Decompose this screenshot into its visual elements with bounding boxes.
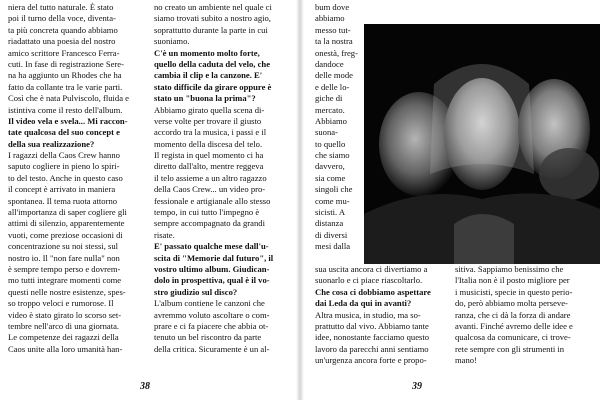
text-line: saputo cogliere in pieno lo spiri- (8, 161, 120, 172)
text-line: idee, nonostante facciamo questo (315, 332, 430, 343)
text-line: verse volte per trovare il giusto (154, 115, 262, 126)
text-line: tembre nell'arco di una giornata. (8, 320, 120, 331)
text-line: Il video vela e svela... Mi raccon- (8, 115, 128, 126)
text-line: concentrazione su noi stessi, sul (8, 241, 119, 252)
text-line: so troppo veloci e rumorose. Il (8, 298, 114, 309)
band-photo (364, 24, 600, 264)
text-line: stro giudizio sul disco? (154, 286, 238, 297)
text-line: no creato un ambiente nel quale ci (154, 2, 272, 12)
text-line: l'Italia non è il posto migliore per (455, 275, 570, 286)
text-line: stato un "buona la prima"? (154, 93, 256, 104)
text-line: prattutto dal vivo. Abbiamo tante (315, 320, 429, 331)
text-line: scita di "Memorie dal futuro", il (154, 252, 274, 263)
text-line: mesi dalla (315, 241, 351, 252)
text-line: poi il turno della voce, diventa- (8, 13, 116, 24)
text-line: quello della caduta del velo, che (154, 58, 271, 69)
text-line: fessionale e artigianale allo stesso (154, 195, 271, 206)
text-line: i musicisti, specie in questo perio- (455, 286, 573, 297)
text-line: Abbiamo (315, 115, 347, 126)
text-line: amico scrittore Francesco Ferra- (8, 47, 120, 58)
text-line: il concept è arrivato in maniera (8, 184, 116, 195)
text-line: e delle lo- (315, 81, 350, 92)
text-line: abbiamo (315, 13, 345, 24)
text-line: na ha aggiunto un Rhodes che ha (8, 70, 122, 81)
text-line: sia come (315, 172, 346, 183)
text-line: avremmo voluto ascoltare o com- (154, 309, 270, 320)
text-line: do, però abbiamo molta perseve- (455, 298, 568, 309)
text-line: dandoce (315, 58, 344, 69)
text-line: sicisti. A (315, 207, 346, 218)
text-line: risate. (154, 229, 175, 240)
text-line: mercato. (315, 104, 345, 115)
text-line: tate qualcosa del suo concept e (8, 127, 120, 138)
left-page-column-1 (8, 2, 148, 355)
text-line: Il regista in quel momento ci ha (154, 150, 264, 161)
text-line: Altra musica, in studio, ma so- (315, 309, 421, 320)
text-line: della critica. Sicuramente è un al- (154, 343, 270, 354)
text-line: cuti. In fase di registrazione Sere- (8, 58, 124, 69)
left-page-number: 38 (140, 381, 150, 392)
text-line: vostro ultimo album. Giudican- (154, 263, 270, 274)
text-line: questi nelle nostre esistenze, spes- (8, 286, 126, 297)
text-line: singoli che (315, 184, 353, 195)
text-line: suonarlo e ci piace riascoltarlo. (315, 275, 423, 286)
text-line: dolo in prospettiva, qual è il vo- (154, 275, 270, 286)
right-page-column-narrow (315, 2, 363, 253)
text-line: lavoro da parecchi anni sentiamo (315, 343, 429, 354)
text-line: ranza, che ci dà la forza di andare (455, 309, 571, 320)
text-line: Caos unite alla loro umanità han- (8, 343, 123, 354)
text-line: il telo assieme a un altro ragazzo (154, 172, 267, 183)
text-line: giche di (315, 93, 343, 104)
text-line: messo tut- (315, 24, 351, 35)
text-line: fatto da collante tra le varie parti. (8, 81, 123, 92)
text-line: C'è un momento molto forte, (154, 47, 260, 58)
text-line: onestà, freg- (315, 47, 358, 58)
text-line: nostro io. Il "non fare nulla" non (8, 252, 120, 263)
text-line: accordo tra la musica, i passi e il (154, 127, 267, 138)
text-line: Così che è nata Pulviscolo, fluida e (8, 93, 130, 104)
text-line: spontanea. Il tema ruota attorno (8, 195, 118, 206)
text-line: Che cosa ci dobbiamo aspettare (315, 286, 431, 297)
text-line: siamo trovati subito a nostro agio, (154, 13, 271, 24)
right-page-column-wide (315, 264, 447, 367)
text-line: attimi di silenzio, apparentemente (8, 218, 125, 229)
text-line: avanti. Finché avremo delle idee e (455, 320, 573, 331)
text-line: suona- (315, 127, 338, 138)
text-line: ta più concreta quando abbiamo (8, 24, 118, 35)
text-line: come mu- (315, 195, 350, 206)
text-line: vuoti, come preziose occasioni di (8, 229, 123, 240)
text-line: qualcosa da comunicare, ci trove- (455, 332, 571, 343)
text-line: to del testo. Anche in questo caso (8, 172, 123, 183)
right-page-number: 39 (412, 381, 422, 392)
text-line: to quello (315, 138, 346, 149)
text-line: mo tutti integrare momenti come (8, 275, 122, 286)
text-line: delle mode (315, 70, 353, 81)
text-line: video è stato girato lo scorso set- (8, 309, 122, 320)
text-line: tempo, in cui tutto l'impegno è (154, 207, 260, 218)
text-line: I ragazzi della Caos Crew hanno (8, 150, 120, 161)
text-line: all'importanza di saper cogliere gli (8, 207, 127, 218)
text-line: momento della discesa del telo. (154, 138, 263, 149)
text-line: istintiva come il resto dell'album. (8, 104, 123, 115)
text-line: distanza (315, 218, 344, 229)
text-line: sempre accompagnato da grandi (154, 218, 265, 229)
text-line: bum dove (315, 2, 350, 12)
text-line: un'urgenza ancora forte e propo- (315, 355, 427, 366)
text-line: della Caos Crew... un video pro- (154, 184, 266, 195)
text-line: rete sempre con gli strumenti in (455, 343, 565, 354)
band-photo-illustration (364, 24, 600, 264)
text-line: della sua realizzazione? (8, 138, 95, 149)
text-line: niera del tutto naturale. È stato (8, 2, 114, 12)
text-line: Le competenze dei ragazzi della (8, 332, 119, 343)
text-line: di diversi (315, 229, 348, 240)
text-line: riadattato una poesia del nostro (8, 36, 116, 47)
text-line: tenuto un bel riscontro da parte (154, 332, 262, 343)
text-line: dai Leda da qui in avanti? (315, 298, 412, 309)
text-line: soprattutto durante la parte in cui (154, 24, 268, 35)
text-line: stato difficile da girare oppure è (154, 81, 272, 92)
text-line: prare e ci fa piacere che abbia ot- (154, 320, 269, 331)
text-line: diretto dall'alto, mentre reggeva (154, 161, 264, 172)
text-line: è sempre tempo perso e dovrem- (8, 263, 121, 274)
page-gutter (296, 0, 304, 400)
text-line: E' passato qualche mese dall'u- (154, 241, 269, 252)
text-line: L'album contiene le canzoni che (154, 298, 265, 309)
text-line: Abbiamo girato quella scena di- (154, 104, 265, 115)
left-page-column-2 (154, 2, 294, 355)
veil-overlay (430, 64, 534, 174)
text-line: mano! (455, 355, 477, 366)
text-line: ta la nostra (315, 36, 353, 47)
right-page-column-2 (455, 264, 595, 367)
text-line: sitiva. Sappiamo benissimo che (455, 264, 564, 274)
text-line: davvero, (315, 161, 345, 172)
text-line: che siamo (315, 150, 350, 161)
text-line: suoniamo. (154, 36, 190, 47)
text-line: sua uscita ancora ci divertiamo a (315, 264, 428, 274)
text-line: cambia il clip e la canzone. E' (154, 70, 263, 81)
